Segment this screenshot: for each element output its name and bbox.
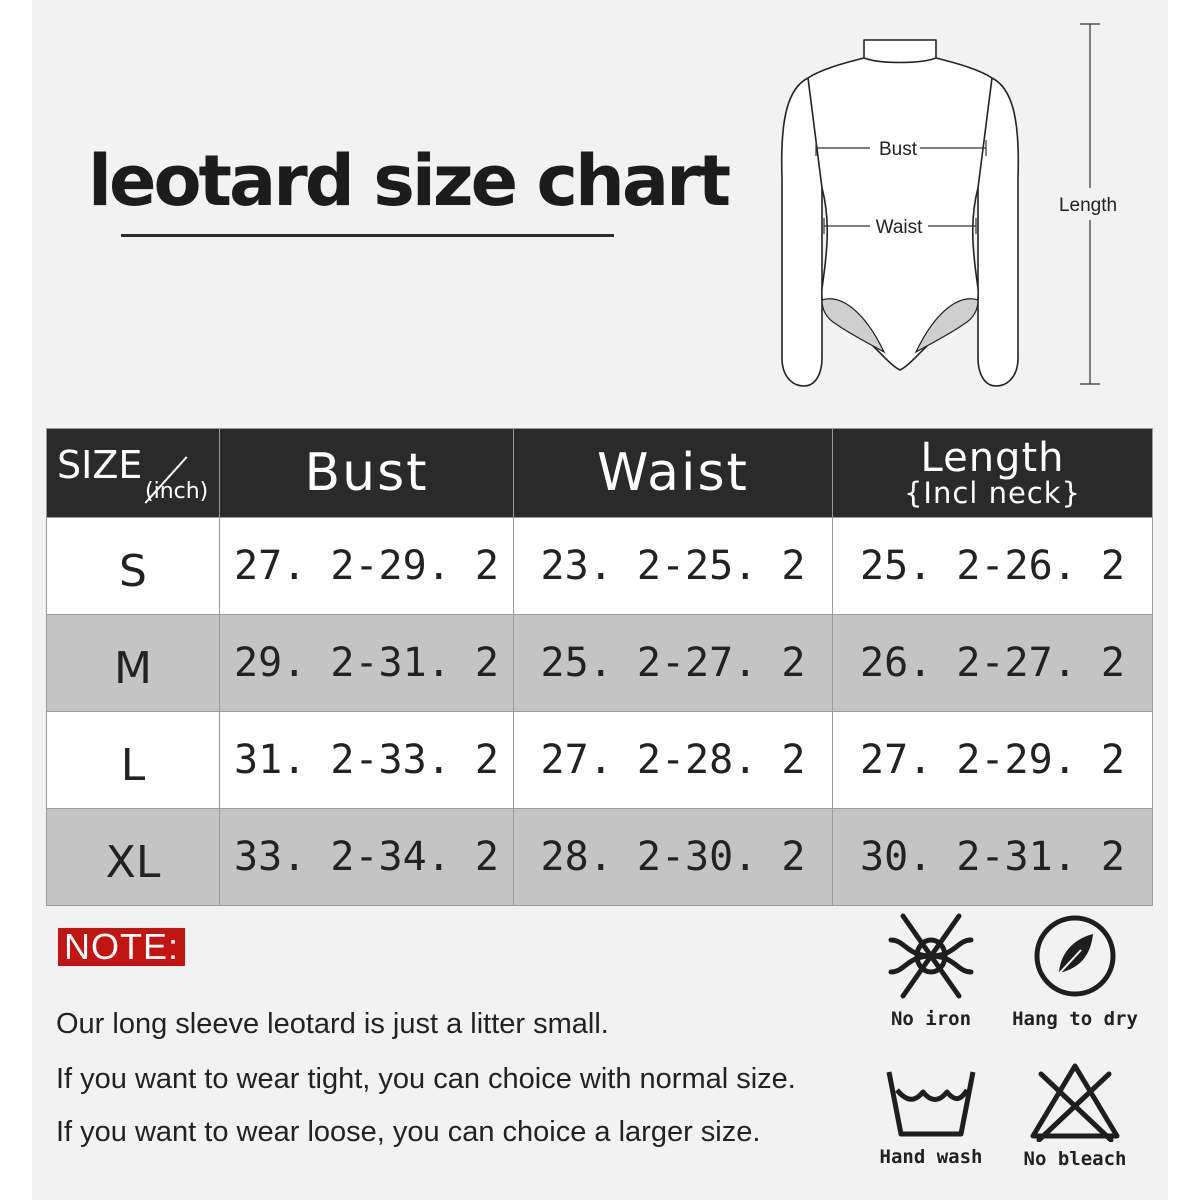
bust-cell: 29. 2-31. 2 <box>220 615 514 712</box>
size-header <box>47 429 220 518</box>
length-header <box>833 429 1153 518</box>
waist-cell: 28. 2-30. 2 <box>514 809 833 906</box>
size-cell: XL <box>47 809 220 906</box>
size-cell: S <box>47 518 220 615</box>
no-iron-label: No iron <box>890 1008 972 1030</box>
note-line: If you want to wear loose, you can choice a larger size. <box>56 1116 761 1148</box>
table-row <box>47 518 1153 615</box>
no-bleach-label: No bleach <box>1023 1148 1127 1170</box>
title-underline <box>121 234 614 237</box>
length-cell: 25. 2-26. 2 <box>833 518 1153 615</box>
waist-cell: 25. 2-27. 2 <box>514 615 833 712</box>
care-no-iron <box>856 910 1006 1030</box>
care-no-bleach <box>1000 1060 1150 1170</box>
size-cell: M <box>47 615 220 712</box>
bust-cell: 27. 2-29. 2 <box>220 518 514 615</box>
hang-to-dry-icon <box>1029 910 1121 1002</box>
size-table <box>46 428 1153 906</box>
length-cell: 27. 2-29. 2 <box>833 712 1153 809</box>
size-cell: L <box>47 712 220 809</box>
hand-wash-icon <box>883 1064 979 1140</box>
waist-cell: 23. 2-25. 2 <box>514 518 833 615</box>
table-row <box>47 712 1153 809</box>
note-badge: NOTE: <box>58 928 185 966</box>
waist-cell: 27. 2-28. 2 <box>514 712 833 809</box>
bust-label: Bust <box>878 139 918 160</box>
no-iron-icon <box>883 910 979 1002</box>
bust-header-label: Bust <box>304 443 429 503</box>
leotard-diagram <box>760 18 1160 398</box>
note-line: If you want to wear tight, you can choice with normal size. <box>56 1063 796 1095</box>
unit-header-label: (inch) <box>145 479 209 504</box>
length-cell: 30. 2-31. 2 <box>833 809 1153 906</box>
waist-header-label: Waist <box>597 443 749 503</box>
length-header-label: Length <box>920 435 1065 481</box>
waist-label: Waist <box>875 217 923 238</box>
no-bleach-icon <box>1025 1060 1125 1142</box>
length-sub-header-label: {Incl neck} <box>903 476 1081 510</box>
waist-header <box>514 429 833 518</box>
length-cell: 26. 2-27. 2 <box>833 615 1153 712</box>
care-hand-wash <box>856 1064 1006 1168</box>
care-hang-to-dry <box>1000 910 1150 1030</box>
table-row <box>47 809 1153 906</box>
note-line: Our long sleeve leotard is just a litter small. <box>56 1008 609 1040</box>
hand-wash-label: Hand wash <box>879 1146 983 1168</box>
table-row <box>47 615 1153 712</box>
hang-to-dry-label: Hang to dry <box>1012 1008 1138 1030</box>
bust-cell: 33. 2-34. 2 <box>220 809 514 906</box>
bust-header <box>220 429 514 518</box>
bust-cell: 31. 2-33. 2 <box>220 712 514 809</box>
length-label: Length <box>1058 195 1118 216</box>
table-header-row <box>47 429 1153 518</box>
page-title: leotard size chart <box>88 140 729 222</box>
size-header-label: SIZE <box>57 443 143 487</box>
